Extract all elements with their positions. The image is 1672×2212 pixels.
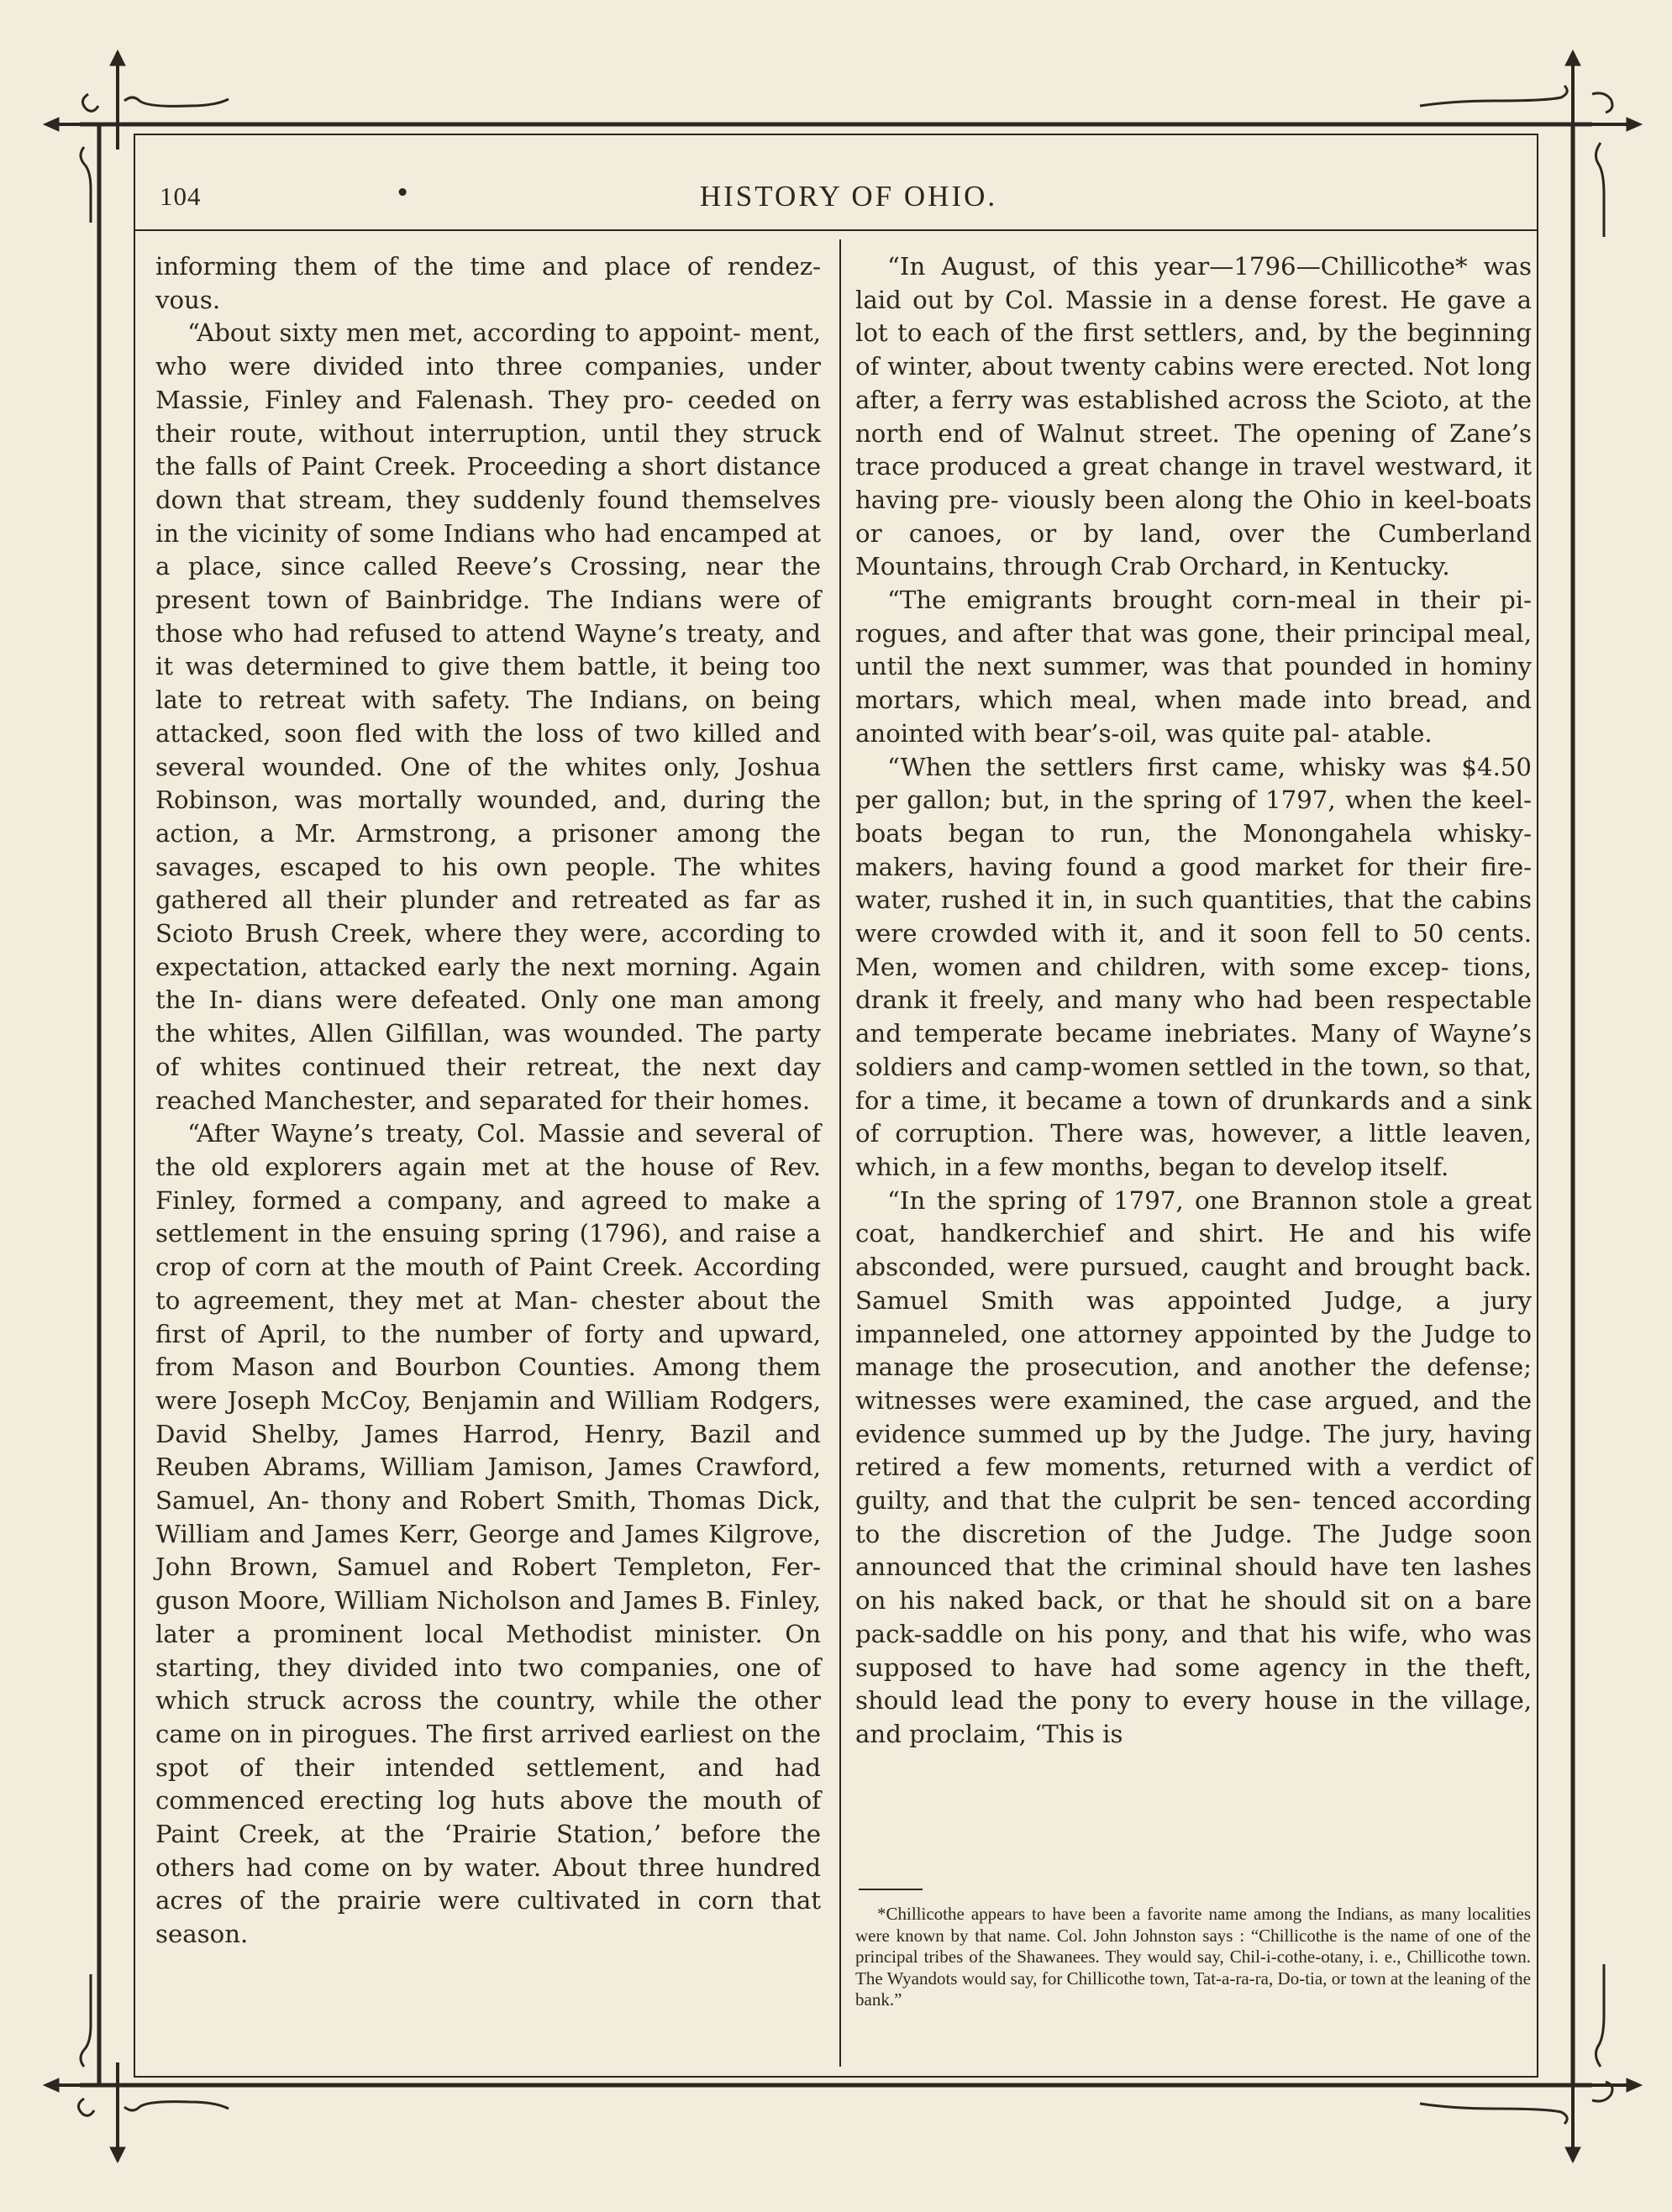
paragraph: “After Wayne’s treaty, Col. Massie and several of the old explorers again met at the house of Rev. Finley, formed a company, and agreed to make a settlement in the ensuing spring (1796), and raise a crop of corn at the mouth of Paint Creek. According to agreement, they met at Man- chester about the first of April, to the number of forty and upward, from Mason and Bourbon Counties. Among them were Joseph McCoy, Benjamin and William Rodgers, David Shelby, James Harrod, Henry, Bazil and Reuben Abrams, William Jamison, James Crawford, Samuel, An- thony and Robert Smith, Thomas Dick, William and James Kerr, George and James Kilgrove, John Brown, Samuel and Robert Templeton, Fer- guson Moore, William Nicholson and James B. Finley, later a prominent local Methodist minister. On starting, they divided into two companies, one of which struck across the country, while the other came on in pirogues. The first arrived earliest on the spot of their intended settlement, and had commenced erecting log huts above the mouth of Paint Creek, at the ‘Prairie Station,’ before the others had come on by water. About three hundred acres of the prairie were cultivated in corn that season. — [155, 1119, 821, 1949]
paragraph: “In the spring of 1797, one Brannon stole a great coat, handkerchief and shirt. He and his wife absconded, were pursued, caught and brought back. Samuel Smith was appointed Judge, a jury impanneled, one attorney appointed by the Judge to manage the prosecution, and another the defense; witnesses were examined, the case argued, and the evidence summed up by the Judge. The jury, having retired a few moments, returned with a verdict of guilty, and that the culprit be sen- tenced according to the discretion of the Judge. The Judge soon announced that the criminal should have ten lashes on his naked back, or that he should sit on a bare pack-saddle on his pony, and that his wife, who was supposed to have had some agency in the theft, should lead the pony to every house in the village, and proclaim, ‘This is — [855, 1185, 1532, 1748]
head-separator: • — [395, 178, 411, 208]
paragraph: “About sixty men met, according to appoint- ment, who were divided into three companies, under Massie, Finley and Falenash. They pro- ceeded on their route, without interruption, until they struck the falls of Paint Creek. Proceeding a short distance down that stream, they suddenly found themselves in the vicinity of some Indians who had encamped at a place, since called Reeve’s Crossing, near the present town of Bainbridge. The Indians were of those who had refused to attend Wayne’s treaty, and it was determined to give them battle, it being too late to retreat with safety. The Indians, on being attacked, soon fled with the loss of two killed and several wounded. One of the whites only, Joshua Robinson, was mortally wounded, and, during the action, a Mr. Armstrong, a prisoner among the savages, escaped to his own people. The whites gathered all their plunder and retreated as far as Scioto Brush Creek, where they were, according to expectation, attacked early the next morning. Again the In- dians were defeated. Only one man among the whites, Allen Gilfillan, was wounded. The party of whites continued their retreat, the next day reached Manchester, and separated for their homes. — [155, 318, 821, 1115]
footnote — [855, 1904, 1531, 2011]
paragraph: “When the settlers first came, whisky was $4.50 per gallon; but, in the spring of 1797, when the keel-boats began to run, the Monongahela whisky- makers, having found a good market for their fire- water, rushed it in, in such quantities, that the cabins were crowded with it, and it soon fell to 50 cents. Men, women and children, with some excep- tions, drank it freely, and many who had been respectable and temperate became inebriates. Many of Wayne’s soldiers and camp-women settled in the town, so that, for a time, it became a town of drunkards and a sink of corruption. There was, however, a little leaven, which, in a few months, began to develop itself. — [855, 752, 1532, 1181]
running-head — [151, 176, 1546, 223]
paragraph: “The emigrants brought corn-meal in their pi- rogues, and after that was gone, their principal meal, until the next summer, was that pounded in hominy mortars, which meal, when made into bread, and anointed with bear’s-oil, was quite pal- atable. — [855, 586, 1532, 748]
left-column — [155, 250, 821, 1952]
footnote-text: *Chillicothe appears to have been a favorite name among the Indians, as many localities were known by that name. Col. John Johnston says : “Chillicothe is the name of one of the principal tribes of the Shawanees. They would say, Chil-i-cothe-otany, i. e., Chillicothe town. The Wyandots would say, for Chillicothe town, Tat-a-ra-ra, Do-tia, or town at the leaning of the bank.” — [855, 1904, 1531, 2010]
right-column — [855, 250, 1532, 1752]
footnote-rule — [859, 1889, 923, 1890]
paragraph: informing them of the time and place of rendez- vous. — [155, 252, 821, 314]
running-title: HISTORY OF OHIO. — [699, 180, 998, 213]
paragraph: “In August, of this year—1796—Chillicothe* was laid out by Col. Massie in a dense forest. He gave a lot to each of the first settlers, and, by the beginning of winter, about twenty cabins were erected. Not long after, a ferry was established across the Scioto, at the north end of Walnut street. The opening of Zane’s trace produced a great change in travel westward, it having pre- viously been along the Ohio in keel-boats or canoes, or by land, over the Cumberland Mountains, through Crab Orchard, in Kentucky. — [855, 252, 1532, 581]
page-number: 104 — [160, 181, 202, 211]
